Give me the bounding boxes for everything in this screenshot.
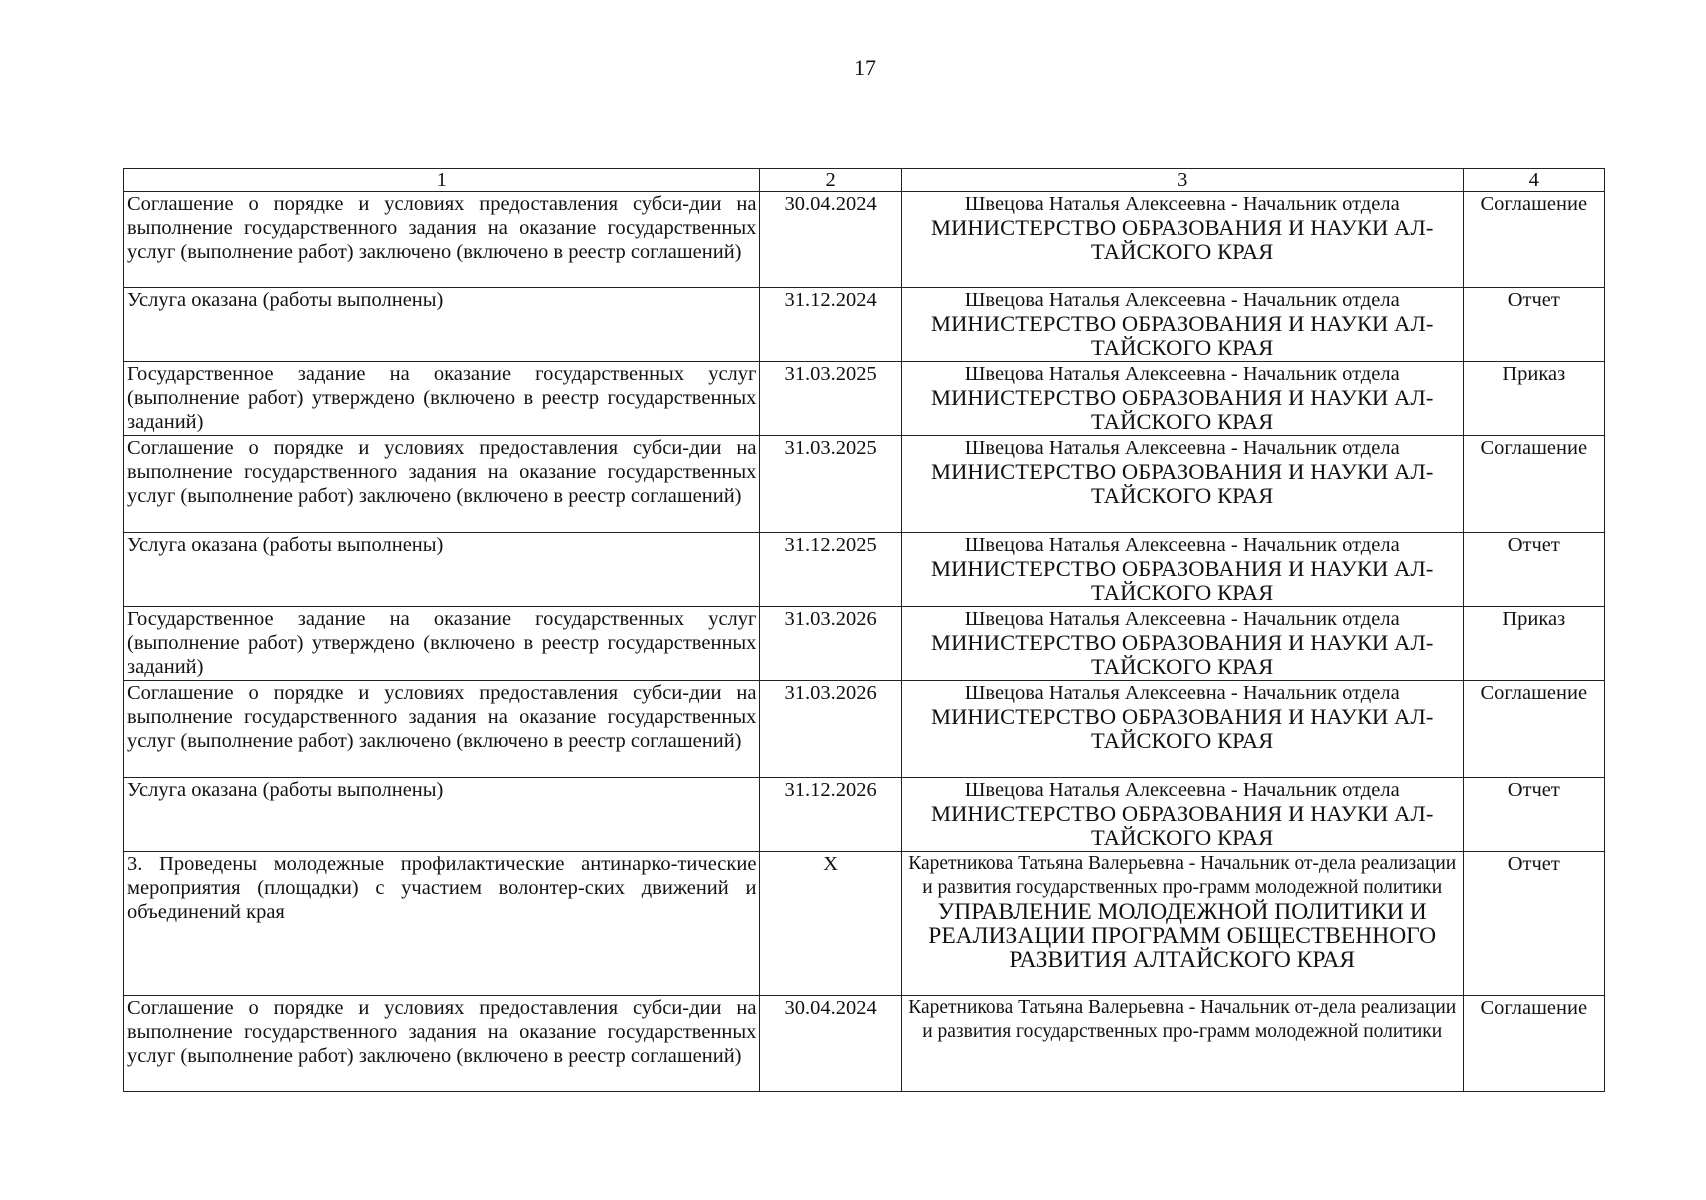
plan-table [123,168,1605,1092]
responsible-person: Швецова Наталья Алексеевна - Начальник отдела [964,289,1400,311]
responsible-cell [901,288,1463,362]
date-cell: 31.03.2026 [760,681,901,778]
event-cell: Услуга оказана (работы выполнены) [124,533,760,607]
column-header-2: 2 [760,169,901,192]
responsible-cell [901,778,1463,852]
document-type-cell: Отчет [1463,852,1604,996]
responsible-cell [901,436,1463,533]
document-type-cell: Отчет [1463,533,1604,607]
table-row [124,288,1605,362]
date-cell: 31.12.2026 [760,778,901,852]
table-row [124,362,1605,436]
responsible-organization: МИНИСТЕРСТВО ОБРАЗОВАНИЯ И НАУКИ АЛ-ТАЙСКОГО КРАЯ [930,801,1434,850]
responsible-person: Швецова Наталья Алексеевна - Начальник отдела [964,682,1400,704]
responsible-organization: МИНИСТЕРСТВО ОБРАЗОВАНИЯ И НАУКИ АЛ-ТАЙСКОГО КРАЯ [930,215,1434,264]
document-type-cell: Соглашение [1463,681,1604,778]
document-type-cell: Приказ [1463,362,1604,436]
responsible-cell [901,996,1463,1092]
document-type-cell: Соглашение [1463,192,1604,288]
event-cell: Соглашение о порядке и условиях предоставления субси-дии на выполнение государственного задания на оказание государственных услуг (выполнение работ) заключено (включено в реестр соглашений) [124,996,760,1092]
responsible-organization: МИНИСТЕРСТВО ОБРАЗОВАНИЯ И НАУКИ АЛ-ТАЙСКОГО КРАЯ [930,459,1434,508]
responsible-cell [901,681,1463,778]
table-row [124,778,1605,852]
date-cell: 31.03.2026 [760,607,901,681]
responsible-organization: УПРАВЛЕНИЕ МОЛОДЕЖНОЙ ПОЛИТИКИ И РЕАЛИЗАЦИИ ПРОГРАММ ОБЩЕСТВЕННОГО РАЗВИТИЯ АЛТАЙСКОГО КРАЯ [928,899,1437,973]
responsible-person: Швецова Наталья Алексеевна - Начальник отдела [964,363,1400,385]
date-cell: 31.12.2024 [760,288,901,362]
event-cell: Государственное задание на оказание государственных услуг (выполнение работ) утверждено (включено в реестр государственных заданий) [124,362,760,436]
table-row [124,996,1605,1092]
responsible-person: Каретникова Татьяна Валерьевна - Начальник от-дела реализации и развития государственных про-грамм молодежной политики [908,853,1457,898]
event-cell: Соглашение о порядке и условиях предоставления субси-дии на выполнение государственного задания на оказание государственных услуг (выполнение работ) заключено (включено в реестр соглашений) [124,436,760,533]
date-cell: 31.03.2025 [760,362,901,436]
event-cell: Услуга оказана (работы выполнены) [124,288,760,362]
responsible-person: Каретникова Татьяна Валерьевна - Начальник от-дела реализации и развития государственных про-грамм молодежной политики [908,997,1457,1042]
responsible-cell [901,192,1463,288]
column-header-3: 3 [901,169,1463,192]
table-row [124,681,1605,778]
date-cell: 31.12.2025 [760,533,901,607]
responsible-person: Швецова Наталья Алексеевна - Начальник отдела [964,608,1400,630]
date-cell: 30.04.2024 [760,192,901,288]
responsible-organization: МИНИСТЕРСТВО ОБРАЗОВАНИЯ И НАУКИ АЛ-ТАЙСКОГО КРАЯ [930,311,1434,360]
date-cell: 31.03.2025 [760,436,901,533]
responsible-cell [901,607,1463,681]
responsible-organization: МИНИСТЕРСТВО ОБРАЗОВАНИЯ И НАУКИ АЛ-ТАЙСКОГО КРАЯ [930,556,1434,605]
responsible-person: Швецова Наталья Алексеевна - Начальник отдела [964,437,1400,459]
event-cell: Соглашение о порядке и условиях предоставления субси-дии на выполнение государственного задания на оказание государственных услуг (выполнение работ) заключено (включено в реестр соглашений) [124,681,760,778]
responsible-person: Швецова Наталья Алексеевна - Начальник отдела [964,193,1400,215]
table-row [124,533,1605,607]
table-header-row [124,169,1605,192]
column-header-4: 4 [1463,169,1604,192]
responsible-organization: МИНИСТЕРСТВО ОБРАЗОВАНИЯ И НАУКИ АЛ-ТАЙСКОГО КРАЯ [930,385,1434,434]
document-type-cell: Отчет [1463,288,1604,362]
responsible-person: Швецова Наталья Алексеевна - Начальник отдела [964,534,1400,556]
column-header-1: 1 [124,169,760,192]
document-type-cell: Отчет [1463,778,1604,852]
document-type-cell: Приказ [1463,607,1604,681]
responsible-organization: МИНИСТЕРСТВО ОБРАЗОВАНИЯ И НАУКИ АЛ-ТАЙСКОГО КРАЯ [930,630,1434,679]
event-cell: Услуга оказана (работы выполнены) [124,778,760,852]
table-row [124,607,1605,681]
page-number: 17 [854,55,876,80]
event-cell: 3. Проведены молодежные профилактические антинарко-тические мероприятия (площадки) с участием волонтер-ских движений и объединений края [124,852,760,996]
responsible-cell [901,533,1463,607]
date-cell: X [760,852,901,996]
table-row [124,852,1605,996]
responsible-cell [901,362,1463,436]
responsible-person: Швецова Наталья Алексеевна - Начальник отдела [964,779,1400,801]
date-cell: 30.04.2024 [760,996,901,1092]
document-type-cell: Соглашение [1463,996,1604,1092]
event-cell: Государственное задание на оказание государственных услуг (выполнение работ) утверждено (включено в реестр государственных заданий) [124,607,760,681]
document-type-cell: Соглашение [1463,436,1604,533]
table-row [124,436,1605,533]
responsible-organization: МИНИСТЕРСТВО ОБРАЗОВАНИЯ И НАУКИ АЛ-ТАЙСКОГО КРАЯ [930,704,1434,753]
table-row [124,192,1605,288]
responsible-cell [901,852,1463,996]
event-cell: Соглашение о порядке и условиях предоставления субси-дии на выполнение государственного задания на оказание государственных услуг (выполнение работ) заключено (включено в реестр соглашений) [124,192,760,288]
